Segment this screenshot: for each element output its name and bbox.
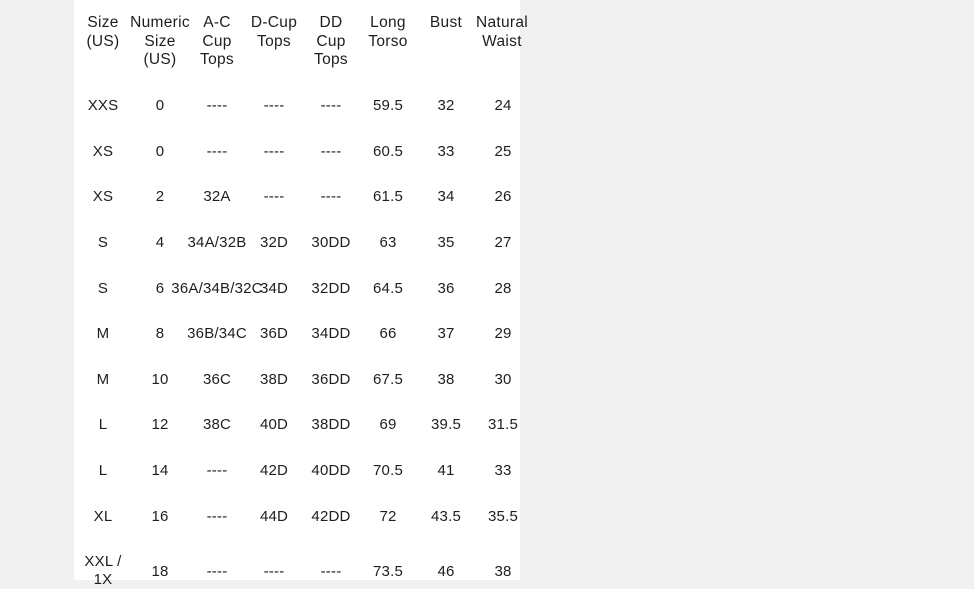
- cell-ac-cup: ----: [206, 508, 228, 525]
- table-row: [74, 553, 974, 588]
- cell-natural-waist: 26: [494, 188, 512, 205]
- cell-d-cup: 34D: [259, 280, 289, 297]
- cell-d-cup: ----: [263, 563, 285, 580]
- header-dd-cup-tops: DD Cup Tops: [314, 14, 348, 68]
- cell-dd-cup: ----: [320, 563, 342, 580]
- cell-numeric: 2: [155, 188, 165, 205]
- cell-ac-cup: 36B/34C: [187, 325, 247, 342]
- header-d-cup-tops: D-Cup Tops: [250, 14, 298, 50]
- cell-bust: 32: [437, 97, 455, 114]
- table-row: [74, 370, 974, 390]
- cell-long-torso: 64.5: [373, 280, 403, 297]
- cell-long-torso: 59.5: [373, 97, 403, 114]
- cell-numeric: 0: [155, 143, 165, 160]
- cell-size: XL: [93, 508, 113, 525]
- cell-ac-cup: ----: [206, 563, 228, 580]
- cell-numeric: 14: [151, 462, 169, 479]
- cell-numeric: 6: [155, 280, 165, 297]
- cell-bust: 38: [437, 371, 455, 388]
- cell-d-cup: 36D: [259, 325, 289, 342]
- cell-dd-cup: 42DD: [311, 508, 351, 525]
- cell-d-cup: 32D: [259, 234, 289, 251]
- cell-dd-cup: 32DD: [311, 280, 351, 297]
- table-row: [74, 507, 974, 527]
- table-header-row: [74, 14, 974, 74]
- table-row: [74, 187, 974, 207]
- cell-dd-cup: 30DD: [311, 234, 351, 251]
- cell-d-cup: 44D: [259, 508, 289, 525]
- cell-long-torso: 60.5: [373, 143, 403, 160]
- cell-natural-waist: 33: [494, 462, 512, 479]
- cell-size: S: [97, 280, 109, 297]
- cell-natural-waist: 35.5: [488, 508, 518, 525]
- cell-dd-cup: 40DD: [311, 462, 351, 479]
- cell-long-torso: 72: [379, 508, 397, 525]
- cell-ac-cup: 36A/34B/32C: [171, 280, 263, 297]
- cell-size: L: [98, 462, 108, 479]
- table-row: [74, 461, 974, 481]
- cell-size: M: [96, 371, 110, 388]
- cell-ac-cup: 32A: [203, 188, 231, 205]
- cell-size: XS: [92, 188, 114, 205]
- cell-dd-cup: ----: [320, 143, 342, 160]
- cell-long-torso: 70.5: [373, 462, 403, 479]
- cell-d-cup: ----: [263, 143, 285, 160]
- cell-long-torso: 61.5: [373, 188, 403, 205]
- cell-size: XXS: [87, 97, 119, 114]
- cell-d-cup: 42D: [259, 462, 289, 479]
- cell-d-cup: 38D: [259, 371, 289, 388]
- table-row: [74, 279, 974, 299]
- cell-bust: 43.5: [431, 508, 461, 525]
- cell-numeric: 4: [155, 234, 165, 251]
- cell-dd-cup: ----: [320, 97, 342, 114]
- cell-bust: 41: [437, 462, 455, 479]
- cell-bust: 46: [437, 563, 455, 580]
- cell-natural-waist: 25: [494, 143, 512, 160]
- cell-ac-cup: ----: [206, 97, 228, 114]
- cell-natural-waist: 29: [494, 325, 512, 342]
- cell-bust: 33: [437, 143, 455, 160]
- cell-ac-cup: ----: [206, 143, 228, 160]
- cell-dd-cup: 36DD: [311, 371, 351, 388]
- table-row: [74, 415, 974, 435]
- cell-long-torso: 66: [379, 325, 397, 342]
- cell-size: XXL / 1X: [84, 553, 122, 588]
- cell-numeric: 0: [155, 97, 165, 114]
- table-row: [74, 96, 974, 116]
- cell-long-torso: 73.5: [373, 563, 403, 580]
- header-natural-waist: Natural Waist: [475, 14, 529, 50]
- cell-long-torso: 63: [379, 234, 397, 251]
- size-chart-sheet: [74, 0, 529, 588]
- table-row: [74, 324, 974, 344]
- cell-bust: 35: [437, 234, 455, 251]
- cell-ac-cup: 34A/32B: [187, 234, 247, 251]
- cell-d-cup: ----: [263, 188, 285, 205]
- cell-bust: 39.5: [431, 416, 461, 433]
- cell-natural-waist: 28: [494, 280, 512, 297]
- cell-size: L: [98, 416, 108, 433]
- cell-natural-waist: 27: [494, 234, 512, 251]
- cell-natural-waist: 24: [494, 97, 512, 114]
- cell-bust: 36: [437, 280, 455, 297]
- header-size-us: Size (US): [86, 14, 120, 50]
- cell-numeric: 8: [155, 325, 165, 342]
- cell-numeric: 10: [151, 371, 169, 388]
- cell-numeric: 16: [151, 508, 169, 525]
- table-row: [74, 142, 974, 162]
- cell-bust: 34: [437, 188, 455, 205]
- cell-dd-cup: ----: [320, 188, 342, 205]
- cell-natural-waist: 30: [494, 371, 512, 388]
- header-numeric-size: Numeric Size (US): [130, 14, 190, 68]
- cell-size: M: [96, 325, 110, 342]
- cell-ac-cup: ----: [206, 462, 228, 479]
- cell-natural-waist: 31.5: [488, 416, 518, 433]
- cell-d-cup: ----: [263, 97, 285, 114]
- cell-size: S: [97, 234, 109, 251]
- header-ac-cup-tops: A-C Cup Tops: [200, 14, 234, 68]
- cell-long-torso: 69: [379, 416, 397, 433]
- cell-dd-cup: 34DD: [311, 325, 351, 342]
- cell-dd-cup: 38DD: [311, 416, 351, 433]
- cell-size: XS: [92, 143, 114, 160]
- cell-long-torso: 67.5: [373, 371, 403, 388]
- header-long-torso: Long Torso: [368, 14, 408, 50]
- cell-numeric: 18: [151, 563, 169, 580]
- cell-d-cup: 40D: [259, 416, 289, 433]
- cell-ac-cup: 36C: [202, 371, 232, 388]
- table-row: [74, 233, 974, 253]
- cell-natural-waist: 38: [494, 563, 512, 580]
- cell-ac-cup: 38C: [202, 416, 232, 433]
- cell-numeric: 12: [151, 416, 169, 433]
- cell-bust: 37: [437, 325, 455, 342]
- header-bust: Bust: [429, 14, 463, 31]
